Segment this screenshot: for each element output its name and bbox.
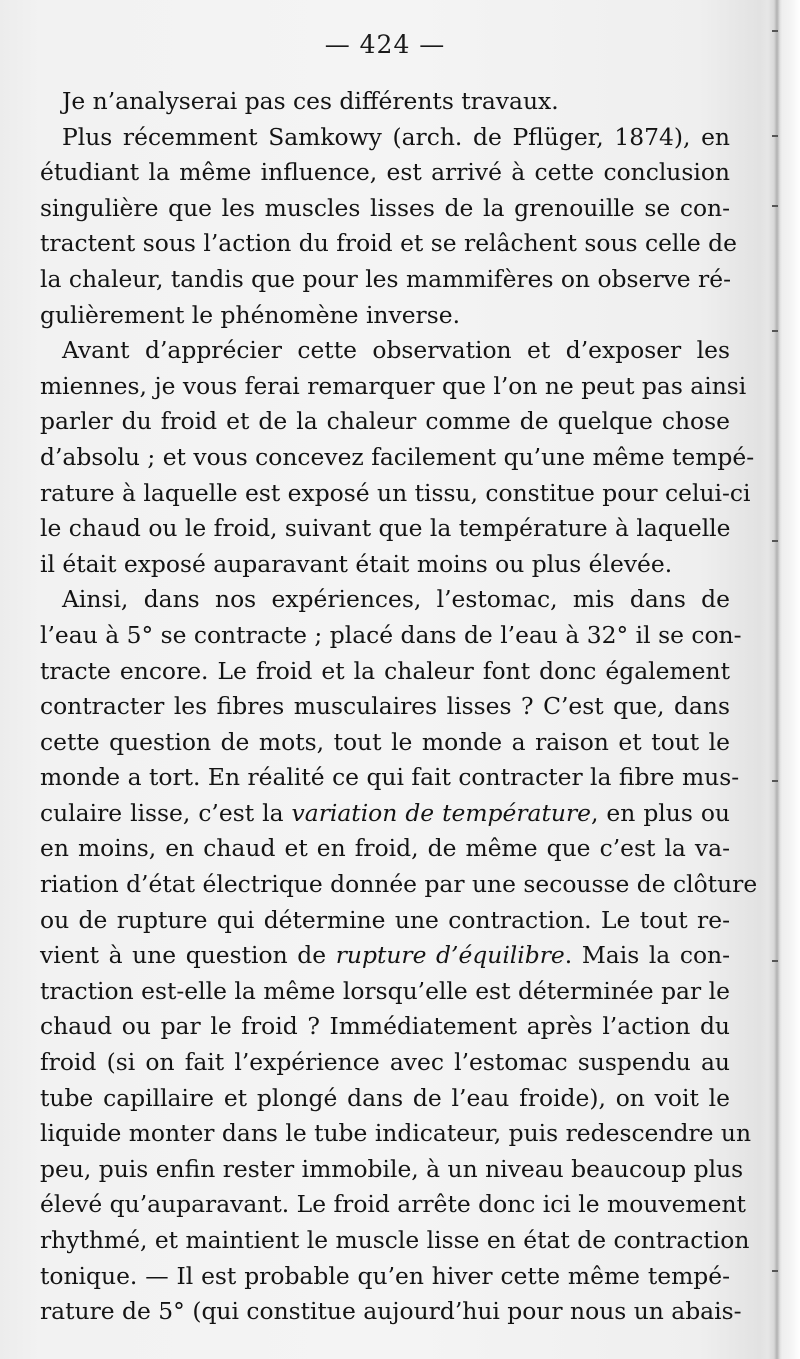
- text-line: la chaleur, tandis que pour les mammifères on observe ré-: [40, 264, 731, 293]
- paragraph-3: [40, 333, 755, 582]
- body-text: [40, 84, 758, 1330]
- text-line: parler du froid et de la chaleur comme de quelque chose: [40, 407, 730, 436]
- text-line: froid (si on fait l’expérience avec l’estomac suspendu au: [40, 1048, 730, 1077]
- text-line: singulière que les muscles lisses de la grenouille se con-: [40, 193, 730, 222]
- text-line: Ainsi, dans nos expériences, l’estomac, mis dans de: [62, 585, 730, 614]
- binding-mark: [772, 330, 778, 332]
- text-line: rhythmé, et maintient le muscle lisse en état de contraction: [40, 1226, 750, 1254]
- text-line: il était exposé auparavant était moins ou plus élevée.: [40, 549, 673, 578]
- binding-mark: [772, 135, 778, 137]
- text-line: contracter les fibres musculaires lisses ? C’est que, dans: [40, 692, 730, 721]
- text-fragment: . Mais la con-: [564, 941, 731, 970]
- text-line: traction est-elle la même lorsqu’elle est déterminée par le: [40, 976, 730, 1005]
- binding-mark: [772, 30, 778, 32]
- text-line: liquide monter dans le tube indicateur, puis redescendre un: [40, 1119, 752, 1148]
- text-line: Je n’analyserai pas ces différents travaux.: [62, 87, 559, 115]
- text-fragment: vient à une question de: [40, 941, 336, 970]
- paragraph-4: [40, 582, 758, 1329]
- text-line: riation d’état électrique donnée par une secousse de clôture: [40, 870, 758, 899]
- paragraph-1: [40, 84, 730, 120]
- text-line: étudiant la même influence, est arrivé à cette conclusion: [40, 158, 730, 187]
- text-line: rature à laquelle est exposé un tissu, constitue pour celui-ci: [40, 478, 751, 507]
- text-line: cette question de mots, tout le monde a raison et tout le: [40, 727, 730, 756]
- text-fragment: , en plus ou: [590, 798, 730, 827]
- text-line: le chaud ou le froid, suivant que la température à laquelle: [40, 514, 731, 543]
- text-line: chaud ou par le froid ? Immédiatement après l’action du: [40, 1012, 730, 1041]
- italic-phrase: variation de température: [291, 798, 591, 827]
- page-number: — 424 —: [324, 30, 446, 59]
- text-line: tube capillaire et plongé dans de l’eau froide), on voit le: [40, 1083, 730, 1112]
- text-line: Avant d’apprécier cette observation et d’exposer les: [62, 336, 730, 365]
- paragraph-2: [40, 120, 737, 334]
- binding-mark: [772, 780, 778, 782]
- text-line: rature de 5° (qui constitue aujourd’hui pour nous un abais-: [40, 1297, 742, 1326]
- text-line: gulièrement le phénomène inverse.: [40, 300, 461, 329]
- page-gutter-shadow: [768, 0, 782, 1359]
- binding-mark: [772, 1270, 778, 1272]
- text-line: miennes, je vous ferai remarquer que l’on ne peut pas ainsi: [40, 371, 747, 400]
- text-line: peu, puis enfin rester immobile, à un niveau beaucoup plus: [40, 1154, 744, 1183]
- text-line: l’eau à 5° se contracte ; placé dans de l’eau à 32° il se con-: [40, 620, 742, 649]
- text-line: monde a tort. En réalité ce qui fait contracter la fibre mus-: [40, 763, 740, 792]
- text-line: tracte encore. Le froid et la chaleur font donc également: [40, 656, 730, 685]
- binding-mark: [772, 540, 778, 542]
- binding-mark: [772, 960, 778, 962]
- text-line-with-italic: [40, 796, 730, 832]
- text-line: ou de rupture qui détermine une contraction. Le tout re-: [40, 905, 730, 934]
- text-line-with-italic: [40, 938, 730, 974]
- text-line: Plus récemment Samkowy (arch. de Pflüger, 1874), en: [62, 122, 730, 151]
- text-line: tonique. — Il est probable qu’en hiver cette même tempé-: [40, 1261, 730, 1290]
- text-line: élevé qu’auparavant. Le froid arrête donc ici le mouvement: [40, 1190, 746, 1219]
- binding-mark: [772, 205, 778, 207]
- text-line: tractent sous l’action du froid et se relâchent sous celle de: [40, 229, 737, 258]
- text-line: d’absolu ; et vous concevez facilement qu’une même tempé-: [40, 442, 755, 471]
- italic-phrase: rupture d’équilibre: [335, 941, 565, 970]
- text-fragment: culaire lisse, c’est la: [40, 798, 292, 827]
- text-line: en moins, en chaud et en froid, de même que c’est la va-: [40, 834, 730, 863]
